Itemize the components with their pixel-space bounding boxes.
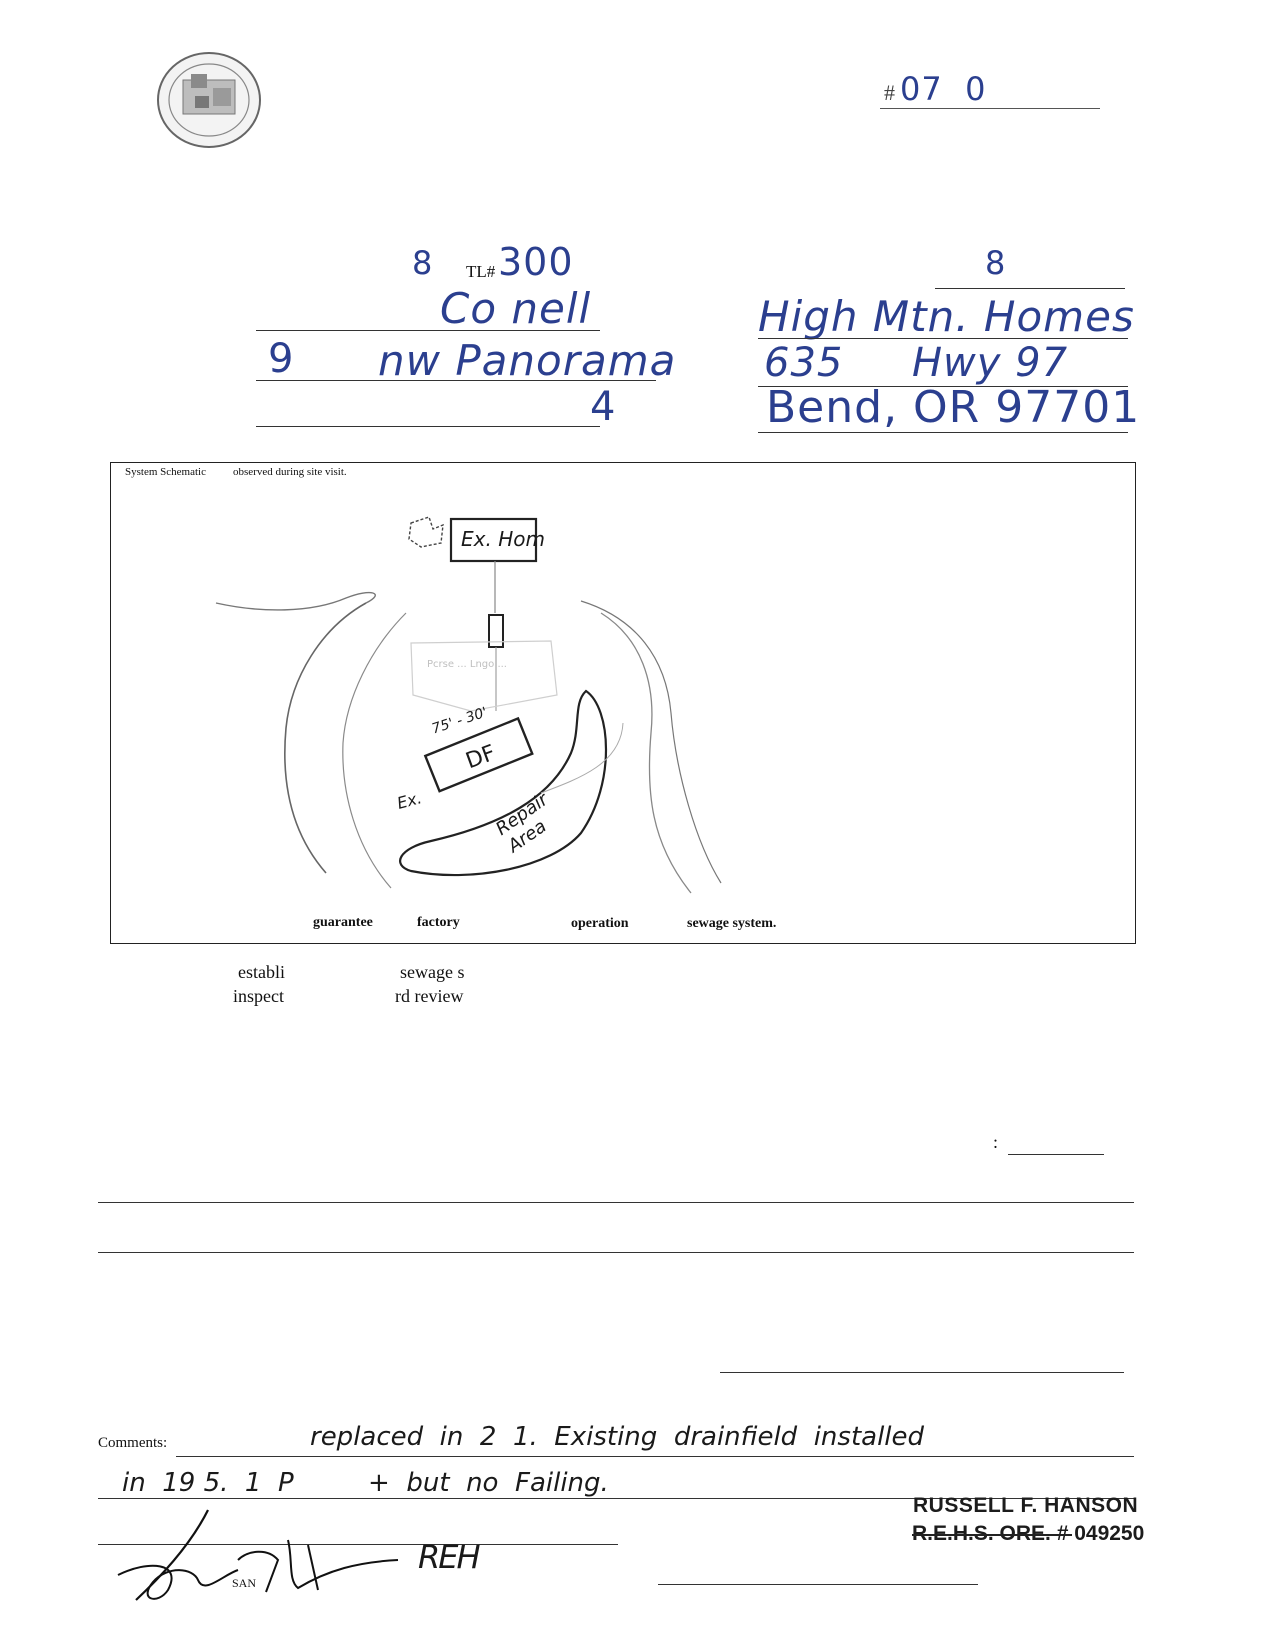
street-name: nw Panorama	[378, 336, 677, 385]
street-line	[256, 380, 656, 381]
fragment-establi: establi	[238, 962, 285, 982]
blank-line-3	[720, 1372, 1124, 1373]
system-schematic-box	[110, 462, 1136, 944]
comments-line2: in 19 5. 1 P + but no Failing.	[122, 1468, 609, 1498]
site-sketch	[111, 463, 1135, 943]
county-seal	[155, 50, 265, 150]
contractor-city-line	[758, 432, 1128, 433]
street-number: 9	[268, 336, 295, 382]
stamp-name: RUSSELL F. HANSON	[913, 1494, 1139, 1517]
tl-label: TL#	[466, 262, 496, 281]
contractor-name-line	[758, 338, 1128, 339]
permit-prefix: #	[884, 80, 895, 105]
comments-label: Comments:	[98, 1435, 168, 1451]
blank-line-2	[98, 1252, 1134, 1253]
schematic-footer-sewage-system: sewage system.	[687, 916, 777, 931]
schematic-label-df: DF	[462, 740, 499, 775]
blank-line-1	[98, 1202, 1134, 1203]
permit-underline	[880, 108, 1100, 109]
fragment-colon: :	[993, 1132, 999, 1152]
lot-number: 8	[412, 244, 434, 282]
date-line	[658, 1584, 978, 1585]
fragment-sewage-s: sewage s	[400, 962, 465, 982]
fragment-inspect: inspect	[233, 986, 284, 1006]
contractor-city: Bend, OR 97701	[766, 382, 1141, 433]
schematic-footer-operation: operation	[571, 916, 629, 931]
contractor-name: High Mtn. Homes	[758, 292, 1135, 341]
schematic-header-left: System Schematic	[125, 466, 206, 478]
contractor-address	[764, 340, 1134, 386]
property-line3-value: 4	[590, 384, 617, 430]
fragment-rd-review: rd review	[395, 986, 464, 1006]
tl-number: 300	[498, 240, 574, 284]
comments-line1: replaced in 2 1. Existing drainfield installed	[310, 1422, 925, 1452]
schematic-label-repair: Repair Area	[492, 789, 553, 858]
comments-underline-1	[176, 1456, 1134, 1457]
owner-line	[256, 330, 600, 331]
schematic-label-faded: Pcrse ... Lngo ...	[427, 659, 507, 670]
schematic-label-ex: Ex.	[394, 788, 424, 813]
contractor-number: 8	[985, 244, 1007, 282]
san-label: SAN	[232, 1576, 257, 1590]
schematic-label-df-note: 75' - 30'	[429, 704, 490, 738]
stamp-strikethrough	[912, 1534, 1072, 1536]
signature-suffix: REH	[418, 1538, 479, 1576]
schematic-header-right: observed during site visit.	[233, 466, 347, 478]
schematic-footer-factory: factory	[417, 915, 460, 930]
permit-number: 07 0	[900, 70, 987, 108]
contractor-number-line	[935, 288, 1125, 289]
owner-name: Co nell	[440, 284, 592, 333]
contractor-street: Hwy 97	[911, 340, 1069, 386]
schematic-label-home: Ex. Hom	[461, 527, 545, 551]
schematic-footer-guarantee: guarantee	[313, 915, 373, 930]
blank-line-short	[1008, 1154, 1104, 1155]
contractor-street-number: 635	[764, 340, 844, 386]
stamp-registration: R.E.H.S. ORE. # 049250	[912, 1522, 1145, 1545]
property-line3	[256, 426, 600, 427]
